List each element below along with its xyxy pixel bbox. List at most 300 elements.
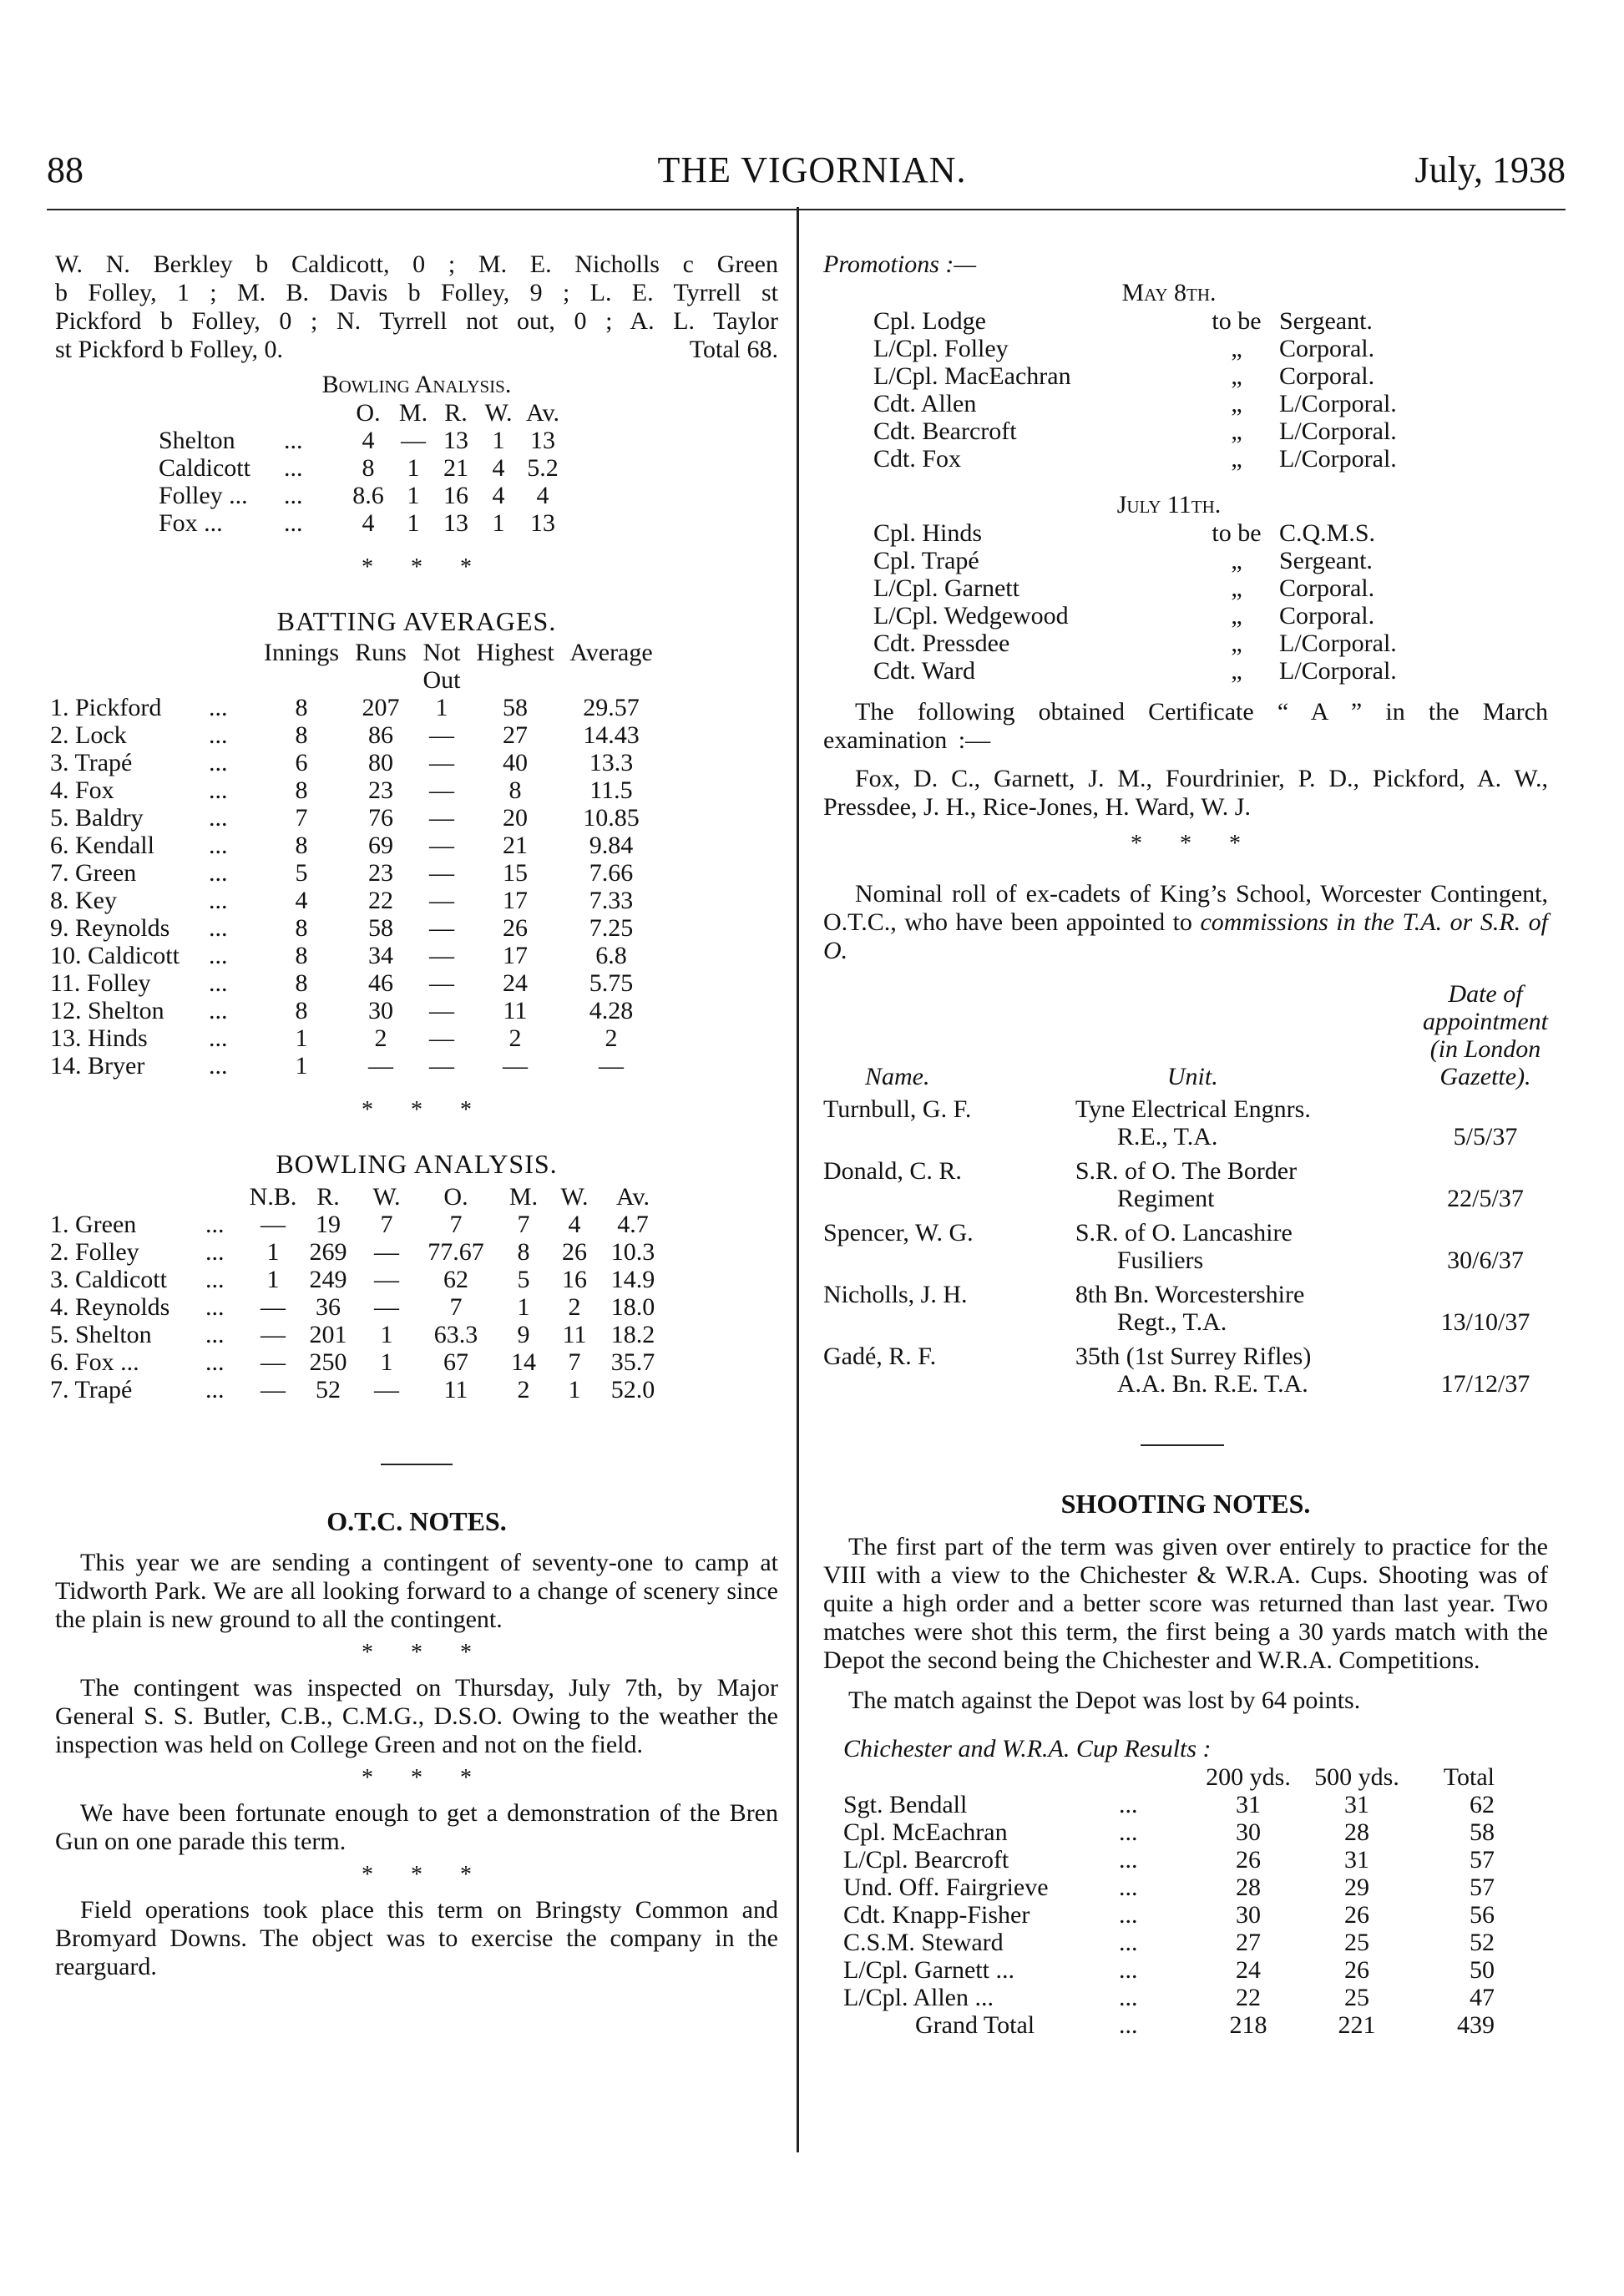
score-500: 31: [1344, 1791, 1369, 1818]
score-200: 26: [1236, 1846, 1261, 1874]
table-row: [159, 427, 568, 454]
runs: 16: [443, 482, 468, 509]
wickets: 7: [568, 1348, 581, 1376]
table-row: [50, 942, 661, 969]
score-total: 52: [1470, 1929, 1495, 1956]
player-name: 11. Folley: [50, 969, 151, 997]
leader-dots: ...: [205, 1348, 225, 1376]
new-rank: L/Corporal.: [1279, 445, 1397, 473]
maidens: 1: [407, 454, 420, 482]
table-row: [50, 1348, 668, 1376]
publication-title: THE VIGORNIAN.: [657, 149, 967, 190]
highest: 26: [503, 914, 528, 942]
leader-dots: ...: [209, 721, 228, 749]
leader-dots: ...: [205, 1376, 225, 1403]
shooter-name: Und. Off. Fairgrieve: [843, 1874, 1049, 1901]
cadet-name: L/Cpl. Garnett: [873, 574, 1019, 602]
unit: [1059, 1274, 1423, 1336]
no-balls: —: [261, 1376, 286, 1403]
certificate-text: The following obtained Certificate “ A ” in the March examination :—: [823, 698, 1548, 754]
match-bowling-table: [159, 399, 568, 537]
table-row: [873, 362, 1397, 390]
unit: [1059, 1212, 1423, 1274]
table-row: [50, 1024, 661, 1052]
overs: 8.6: [352, 482, 384, 509]
maidens: 9: [517, 1321, 530, 1348]
runs: 34: [368, 942, 393, 969]
player-name: 12. Shelton: [50, 997, 164, 1024]
col-header: Av.: [616, 1183, 650, 1211]
table-row: [873, 417, 1397, 445]
score-500: 31: [1344, 1846, 1369, 1874]
grand-total-label: Grand Total: [915, 2011, 1035, 2039]
wickets: 11: [562, 1321, 587, 1348]
leader-dots: ...: [205, 1238, 225, 1266]
not-out: —: [429, 1024, 454, 1052]
col-header: Innings: [264, 639, 339, 666]
table-header-row: [823, 980, 1548, 1090]
table-row: [50, 832, 661, 859]
cadet-name: Cdt. Pressdee: [873, 630, 1010, 657]
innings: 8: [295, 721, 308, 749]
wickets: 26: [562, 1238, 587, 1266]
score-500: 25: [1344, 1929, 1369, 1956]
scorecard-line: b Folley, 1 ; M. B. Davis b Folley, 9 ; L. E. Tyrrell st: [55, 279, 778, 306]
score-total: 50: [1470, 1956, 1495, 1984]
unit: [1059, 1090, 1423, 1151]
table-header-row: [50, 639, 661, 666]
table-row: [843, 1874, 1495, 1901]
table-row: [873, 630, 1397, 657]
unit-line: R.E., T.A.: [1116, 1123, 1218, 1151]
table-row: [159, 482, 568, 509]
highest: 40: [503, 749, 528, 776]
table-row: [843, 1901, 1495, 1929]
unit-line: Regiment: [1116, 1185, 1215, 1212]
cadet-name: Cpl. Trapé: [873, 547, 979, 574]
col-header: O.: [356, 399, 381, 427]
table-row: [50, 859, 661, 887]
score-500: 29: [1344, 1874, 1369, 1901]
leader-dots: ...: [209, 997, 228, 1024]
table-row: [823, 1151, 1548, 1212]
innings: 5: [295, 859, 308, 887]
officer-name: Donald, C. R.: [823, 1157, 962, 1185]
table-row: [873, 574, 1397, 602]
score-200: 22: [1236, 1984, 1261, 2011]
bowler-name: 3. Caldicott: [50, 1266, 167, 1293]
left-column: [50, 250, 778, 1981]
wides: 7: [380, 1211, 393, 1238]
unit-line: Fusiliers: [1116, 1247, 1204, 1274]
average: 13: [530, 509, 555, 537]
section-separator-stars: * * *: [362, 1097, 472, 1123]
score-total: 62: [1470, 1791, 1495, 1818]
scorecard-total: Total 68.: [689, 336, 778, 363]
average: 5.75: [589, 969, 634, 997]
ditto-mark: to be: [1212, 519, 1262, 547]
leader-dots: ...: [1119, 2011, 1138, 2039]
highest: 15: [503, 859, 528, 887]
appointment-date: 17/12/37: [1440, 1370, 1530, 1398]
cadet-name: L/Cpl. Folley: [873, 335, 1009, 362]
section-separator-stars: * * *: [362, 1765, 472, 1791]
average: 7.25: [589, 914, 634, 942]
maidens: 1: [407, 482, 420, 509]
col-header: Highest: [476, 639, 554, 666]
leader-dots: ...: [209, 832, 228, 859]
player-name: 13. Hinds: [50, 1024, 148, 1052]
innings: 8: [295, 776, 308, 804]
new-rank: Corporal.: [1279, 602, 1375, 630]
not-out: —: [429, 776, 454, 804]
leader-dots: ...: [284, 454, 303, 482]
table-row: [50, 1376, 668, 1403]
table-row: [50, 749, 661, 776]
table-row: [50, 804, 661, 832]
no-balls: 1: [266, 1238, 280, 1266]
table-row: [50, 1293, 668, 1321]
col-header: 500 yds.: [1314, 1763, 1399, 1791]
runs: 249: [309, 1266, 347, 1293]
runs: 201: [309, 1321, 347, 1348]
section-separator-stars: * * *: [362, 554, 472, 580]
bowler-name: 5. Shelton: [50, 1321, 152, 1348]
not-out: —: [429, 969, 454, 997]
shooter-name: L/Cpl. Bearcroft: [843, 1846, 1009, 1874]
appointment-date: 30/6/37: [1447, 1247, 1524, 1274]
grand-total-200: 218: [1229, 2011, 1267, 2039]
unit: [1059, 1151, 1423, 1212]
score-total: 57: [1470, 1846, 1495, 1874]
leader-dots: ...: [209, 1024, 228, 1052]
shooting-paragraph: The match against the Depot was lost by 64 points.: [848, 1687, 1361, 1714]
table-row: [50, 1238, 668, 1266]
promotion-date: July 11th.: [1116, 491, 1222, 518]
innings: 1: [295, 1024, 308, 1052]
not-out: —: [429, 887, 454, 914]
overs: 8: [362, 454, 375, 482]
batting-averages-title: BATTING AVERAGES.: [276, 606, 557, 636]
table-row: [843, 1846, 1495, 1874]
unit-line: 8th Bn. Worcestershire: [1075, 1281, 1305, 1308]
table-row: [843, 1956, 1495, 1984]
col-header-sub: Out: [422, 666, 461, 694]
col-header: W.: [484, 399, 513, 427]
highest: 11: [503, 997, 528, 1024]
col-header: M.: [398, 399, 428, 427]
leader-dots: ...: [284, 427, 303, 454]
bowler-name: Shelton: [159, 427, 235, 454]
col-header: W.: [372, 1183, 401, 1211]
otc-paragraph: We have been fortunate enough to get a demonstration of the Bren Gun on one parade this term.: [55, 1799, 778, 1855]
average: 14.9: [610, 1266, 655, 1293]
maidens: 2: [517, 1376, 530, 1403]
average: 10.85: [583, 804, 640, 832]
runs: 46: [368, 969, 393, 997]
runs: 69: [368, 832, 393, 859]
average: 5.2: [527, 454, 559, 482]
leader-dots: ...: [284, 509, 303, 537]
nominal-roll-table: [823, 980, 1548, 1398]
col-header: Av.: [526, 399, 559, 427]
bowling-analysis-title: BOWLING ANALYSIS.: [276, 1149, 558, 1179]
table-row: [873, 519, 1397, 547]
unit-line: 35th (1st Surrey Rifles): [1075, 1343, 1312, 1370]
batting-averages-table: [50, 639, 661, 1080]
col-header: 200 yds.: [1206, 1763, 1291, 1791]
table-row: [50, 1052, 661, 1080]
shooting-paragraph: The first part of the term was given over entirely to practice for the VIII with a view to the Chichester & W.R.A. Cups. Shooting was of quite a high order and a better score was returned than last year. Two matches were shot this term, the first being a 30 yards match with the Depot the second being the Chichester and W.R.A. Competitions.: [823, 1533, 1548, 1674]
table-row: [873, 335, 1397, 362]
shooter-name: Cdt. Knapp-Fisher: [843, 1901, 1030, 1929]
average: 6.8: [595, 942, 627, 969]
unit-line: Tyne Electrical Engnrs.: [1075, 1095, 1311, 1123]
section-rule: [1141, 1444, 1224, 1446]
leader-dots: ...: [1119, 1791, 1138, 1818]
no-balls: —: [261, 1293, 286, 1321]
score-500: 28: [1344, 1818, 1369, 1846]
nominal-roll-intro-text: Nominal roll of ex-cadets of King’s School, Worcester Contingent, O.T.C., who have been appointed to: [823, 880, 1548, 936]
table-row: [159, 454, 568, 482]
highest: 2: [508, 1024, 522, 1052]
grand-total: 439: [1457, 2011, 1495, 2039]
overs: 77.67: [428, 1238, 484, 1266]
innings: 1: [295, 1052, 308, 1080]
match-bowling-title: Bowling Analysis.: [321, 371, 512, 398]
not-out: —: [429, 1052, 454, 1080]
wickets: 16: [562, 1266, 587, 1293]
table-row: [50, 997, 661, 1024]
wickets: 4: [492, 482, 505, 509]
runs: 36: [316, 1293, 341, 1321]
leader-dots: ...: [1119, 1874, 1138, 1901]
average: 9.84: [589, 832, 634, 859]
maidens: 1: [407, 509, 420, 537]
leader-dots: ...: [209, 859, 228, 887]
table-header-row: [843, 1763, 1495, 1791]
unit-line: A.A. Bn. R.E. T.A.: [1116, 1370, 1308, 1398]
average: —: [599, 1052, 624, 1080]
leader-dots: ...: [209, 969, 228, 997]
not-out: —: [429, 749, 454, 776]
col-header: O.: [443, 1183, 468, 1211]
ditto-mark: „: [1231, 362, 1242, 390]
table-header-row: [50, 666, 661, 694]
score-200: 30: [1236, 1901, 1261, 1929]
score-200: 30: [1236, 1818, 1261, 1846]
innings: 8: [295, 997, 308, 1024]
highest: 21: [503, 832, 528, 859]
cadet-name: Cdt. Fox: [873, 445, 962, 473]
col-header: Runs: [355, 639, 407, 666]
promotions-may-table: [873, 307, 1397, 473]
table-row: [159, 509, 568, 537]
overs: 63.3: [433, 1321, 478, 1348]
innings: 8: [295, 694, 308, 721]
bowler-name: Fox ...: [159, 509, 223, 537]
new-rank: Sergeant.: [1279, 547, 1373, 574]
bowler-name: 1. Green: [50, 1211, 137, 1238]
appointment-date: 13/10/37: [1440, 1308, 1530, 1336]
wides: —: [374, 1376, 399, 1403]
wides: 1: [380, 1321, 393, 1348]
table-row: [873, 547, 1397, 574]
section-rule: [381, 1464, 453, 1465]
highest: 58: [503, 694, 528, 721]
table-row: [50, 694, 661, 721]
innings: 8: [295, 969, 308, 997]
player-name: 4. Fox: [50, 776, 114, 804]
appointment-date: 22/5/37: [1447, 1185, 1524, 1212]
leader-dots: ...: [205, 1293, 225, 1321]
right-column: [823, 250, 1548, 2039]
maidens: 8: [517, 1238, 530, 1266]
officer-name: Spencer, W. G.: [823, 1219, 974, 1247]
new-rank: L/Corporal.: [1279, 630, 1397, 657]
no-balls: —: [261, 1348, 286, 1376]
not-out: —: [429, 859, 454, 887]
col-header: Total: [1443, 1763, 1495, 1791]
unit: [1059, 1336, 1423, 1398]
table-row: [873, 602, 1397, 630]
bowler-name: 7. Trapé: [50, 1376, 133, 1403]
table-row: [50, 887, 661, 914]
leader-dots: ...: [1119, 1901, 1138, 1929]
ditto-mark: „: [1231, 335, 1242, 362]
cadet-name: Cpl. Lodge: [873, 307, 986, 335]
maidens: 5: [517, 1266, 530, 1293]
leader-dots: ...: [284, 482, 303, 509]
score-200: 31: [1236, 1791, 1261, 1818]
leader-dots: ...: [205, 1321, 225, 1348]
officer-name: Gadé, R. F.: [823, 1343, 937, 1370]
ditto-mark: „: [1231, 445, 1242, 473]
ditto-mark: „: [1231, 574, 1242, 602]
runs: 22: [368, 887, 393, 914]
innings: 7: [295, 804, 308, 832]
leader-dots: ...: [209, 1052, 228, 1080]
table-row: [873, 307, 1397, 335]
table-row: [873, 445, 1397, 473]
new-rank: L/Corporal.: [1279, 657, 1397, 685]
innings: 4: [295, 887, 308, 914]
nominal-roll-intro-italic: commissions in the T.A. or S.R. of O.: [823, 908, 1548, 964]
average: 7.33: [589, 887, 634, 914]
maidens: 14: [511, 1348, 536, 1376]
score-500: 26: [1344, 1901, 1369, 1929]
average: 52.0: [610, 1376, 655, 1403]
shooting-notes-title: SHOOTING NOTES.: [1060, 1489, 1311, 1519]
average: 10.3: [610, 1238, 655, 1266]
player-name: 5. Baldry: [50, 804, 144, 832]
player-name: 3. Trapé: [50, 749, 133, 776]
table-row: [843, 1818, 1495, 1846]
wides: —: [374, 1266, 399, 1293]
runs: 80: [368, 749, 393, 776]
runs: 21: [443, 454, 468, 482]
score-500: 25: [1344, 1984, 1369, 2011]
runs: 30: [368, 997, 393, 1024]
scorecard-line: Pickford b Folley, 0 ; N. Tyrrell not out, 0 ; A. L. Taylor: [55, 307, 778, 335]
unit-line: Regt., T.A.: [1116, 1308, 1227, 1336]
otc-notes-title: O.T.C. NOTES.: [326, 1506, 507, 1536]
col-header-unit: Unit.: [1166, 1063, 1218, 1090]
maidens: —: [401, 427, 426, 454]
table-row: [823, 1090, 1548, 1151]
cup-results-title: Chichester and W.R.A. Cup Results :: [843, 1735, 1212, 1762]
average: 14.43: [583, 721, 640, 749]
runs: 207: [362, 694, 400, 721]
wides: 1: [380, 1348, 393, 1376]
not-out: —: [429, 832, 454, 859]
ditto-mark: „: [1231, 547, 1242, 574]
cadet-name: Cpl. Hinds: [873, 519, 983, 547]
runs: 13: [443, 509, 468, 537]
leader-dots: ...: [1119, 1984, 1138, 2011]
cadet-name: L/Cpl. Wedgewood: [873, 602, 1069, 630]
not-out: 1: [435, 694, 448, 721]
table-header-row: [50, 1183, 668, 1211]
score-500: 26: [1344, 1956, 1369, 1984]
innings: 8: [295, 832, 308, 859]
otc-paragraph: This year we are sending a contingent of seventy-one to camp at Tidworth Park. We are all looking forward to a change of scenery since the plain is new ground to all the contingent.: [55, 1549, 778, 1633]
no-balls: 1: [266, 1266, 280, 1293]
promotions-label: Promotions :—: [823, 250, 977, 278]
table-row: [50, 1321, 668, 1348]
average: 4.28: [589, 997, 634, 1024]
runs: 52: [316, 1376, 341, 1403]
table-row: [50, 776, 661, 804]
promotions-july-table: [873, 519, 1397, 685]
innings: 6: [295, 749, 308, 776]
not-out: —: [429, 997, 454, 1024]
overs: 7: [449, 1211, 463, 1238]
promotion-date: May 8th.: [1121, 279, 1217, 306]
runs: 13: [443, 427, 468, 454]
leader-dots: ...: [209, 804, 228, 832]
scorecard-line: st Pickford b Folley, 0.: [55, 336, 284, 363]
new-rank: Corporal.: [1279, 335, 1375, 362]
score-total: 56: [1470, 1901, 1495, 1929]
average: 4: [536, 482, 549, 509]
average: 18.0: [610, 1293, 655, 1321]
runs: 2: [374, 1024, 387, 1052]
average: 13: [530, 427, 555, 454]
player-name: 14. Bryer: [50, 1052, 145, 1080]
highest: 17: [503, 887, 528, 914]
scorecard-line: W. N. Berkley b Caldicott, 0 ; M. E. Nicholls c Green: [55, 250, 778, 278]
maidens: 7: [517, 1211, 530, 1238]
cadet-name: L/Cpl. MacEachran: [873, 362, 1071, 390]
leader-dots: ...: [209, 749, 228, 776]
bowler-name: Caldicott: [159, 454, 250, 482]
runs: 58: [368, 914, 393, 942]
bowler-name: Folley ...: [159, 482, 248, 509]
leader-dots: ...: [209, 776, 228, 804]
average: 11.5: [589, 776, 633, 804]
not-out: —: [429, 721, 454, 749]
runs: —: [368, 1052, 393, 1080]
wickets: 2: [568, 1293, 581, 1321]
ditto-mark: „: [1231, 657, 1242, 685]
overs: 67: [443, 1348, 468, 1376]
cadet-name: Cdt. Allen: [873, 390, 977, 417]
no-balls: —: [261, 1321, 286, 1348]
wickets: 1: [568, 1376, 581, 1403]
col-header: Average: [569, 639, 653, 666]
player-name: 10. Caldicott: [50, 942, 180, 969]
